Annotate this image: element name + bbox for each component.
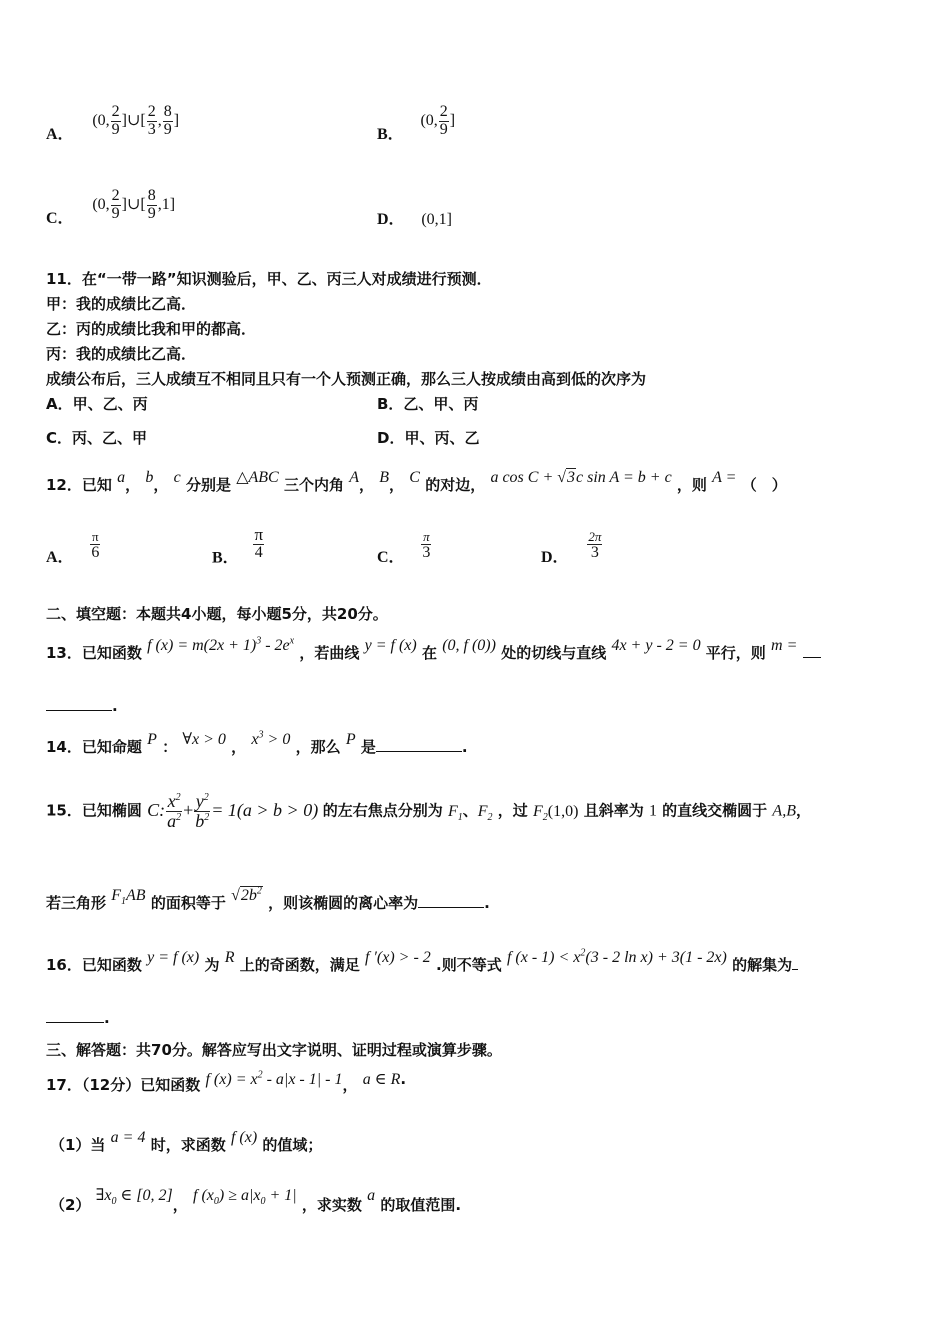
triangle-label: $F_1AB$ xyxy=(111,887,146,908)
q10-option-b[interactable] xyxy=(377,104,455,143)
answer-blank[interactable] xyxy=(376,739,462,752)
answer-blank[interactable] xyxy=(792,957,798,970)
fraction: $\frac{\pi}{4}$ xyxy=(254,525,264,561)
q11-option-a[interactable]: A．甲、乙、丙 xyxy=(46,395,148,413)
q12-option-b[interactable]: B． $\frac{\pi}{4}$ xyxy=(212,525,264,567)
q11-statement-yi: 乙：丙的成绩比我和甲的都高． xyxy=(46,320,257,338)
option-label: D． xyxy=(377,211,405,228)
section-2-heading: 二、填空题：本题共4小题，每小题5分，共20分。 xyxy=(46,605,388,623)
option-label: B． xyxy=(377,125,404,143)
inequality: f $(x_0) \ge a|x_0 + 1|$ xyxy=(193,1187,297,1208)
q12-option-c[interactable]: C． $\frac{\pi}{3}$ xyxy=(377,529,431,567)
fraction: $\frac{2}{9}$ xyxy=(111,187,120,222)
equation: a cos C + √3c sin A = b + c xyxy=(490,469,672,486)
q10-option-c[interactable] xyxy=(46,188,175,227)
fraction: $\frac{8}{9}$ xyxy=(163,103,172,138)
q11-question: 成绩公布后，三人成绩互不相同且只有一个人预测正确，那么三人按成绩由高到低的次序为 xyxy=(46,370,647,388)
math-expression: (0, $\frac{2}{9}$ ] xyxy=(420,103,456,138)
q15-stem: 15．已知椭圆 C: $\frac{x^2}{a^2}$ + $\frac{y^2}{b^2}$ = 1(a > b > 0) 的左右焦点分别为 $F_1$、$F_2$ ，过 $F_2(1,0)$ 且斜率为 1 的直线交椭圆于 A,B， xyxy=(46,791,811,831)
q11-statement-jia: 甲：我的成绩比乙高． xyxy=(46,295,197,313)
q13-answer-line[interactable]: . xyxy=(46,698,118,714)
math-expression: (0,1] xyxy=(421,211,452,228)
option-label: A． xyxy=(46,125,74,143)
fraction: $\frac{\pi}{6}$ xyxy=(91,529,100,561)
inequality: $x^3 > 0$ xyxy=(251,729,291,748)
answer-blank[interactable] xyxy=(803,645,821,658)
q16-stem: 16．已知函数 y = f (x) 为 R 上的奇函数，满足 f ′(x) > - 2 .则不等式 f $(x - 1) < x^2(3 - 2$ ln x) + 3(1 - 2x) 的解集为 xyxy=(46,950,798,973)
q11-option-b[interactable]: B．乙、甲、丙 xyxy=(377,395,479,413)
section-3-heading: 三、解答题：共70分。解答应写出文字说明、证明过程或演算步骤。 xyxy=(46,1041,502,1059)
function-definition: f $(x) = m(2x + 1)^3 - 2e^x$ xyxy=(147,635,295,654)
sqrt-expression: $√2b^2$ xyxy=(231,885,262,904)
q11-option-c[interactable]: C．丙、乙、甲 xyxy=(46,429,148,447)
q11-option-d[interactable]: D．甲、丙、乙 xyxy=(377,429,480,447)
q16-answer-line[interactable]: . xyxy=(46,1010,110,1026)
option-label: C． xyxy=(46,209,74,227)
answer-blank[interactable] xyxy=(46,698,112,711)
q10-option-a[interactable] xyxy=(46,104,179,143)
q10-option-d[interactable] xyxy=(377,212,452,228)
condition: $\exists x_0$ ∈ [0, 2] xyxy=(95,1187,173,1208)
q17-part-2: （2） $\exists x_0$ ∈ [0, 2]， f $(x_0) \ge a|x_0 + 1|$ ，求实数 a 的取值范围. xyxy=(50,1187,462,1214)
q11-statement-bing: 丙：我的成绩比乙高． xyxy=(46,345,197,363)
fraction: $\frac{2\pi}{3}$ xyxy=(588,529,602,561)
fraction: $\frac{2}{9}$ xyxy=(439,103,448,138)
q14-stem: 14．已知命题 P ： ∀x > 0 ， $x^3 > 0$ ，那么 P 是 . xyxy=(46,729,468,756)
ellipse-equation: C: $\frac{x^2}{a^2}$ + $\frac{y^2}{b^2}$ = 1(a > b > 0) xyxy=(147,791,319,831)
fraction: $\frac{2}{3}$ xyxy=(147,103,156,138)
q12-stem: 12．已知 a， b， c 分别是 △ABC 三个内角 A， B， C 的对边， a cos C + √3c sin A = b + c ，则 A = （ ） xyxy=(46,469,787,494)
function-definition: f $(x) = x^2 - a|x - 1| - 1$ xyxy=(205,1069,343,1088)
answer-blank[interactable] xyxy=(418,895,484,908)
fraction: $\frac{2}{9}$ xyxy=(111,103,120,138)
q13-stem: 13．已知函数 f $(x) = m(2x + 1)^3 - 2e^x$ ，若曲线 y = f (x) 在 (0, f (0)) 处的切线与直线 4x + y - 2 = 0 平行，则 m = xyxy=(46,638,821,661)
q11-stem: 11．在“一带一路”知识测验后，甲、乙、丙三人对成绩进行预测． xyxy=(46,270,492,288)
q17-part-1: （1）当 a = 4 时，求函数 f (x) 的值域； xyxy=(50,1129,323,1154)
math-expression: (0, $\frac{2}{9}$ ]∪[ $\frac{2}{3}$ , $\frac{8}{9}$ ] xyxy=(92,103,180,138)
q12-option-d[interactable]: D． $\frac{2\pi}{3}$ xyxy=(541,529,602,567)
q12-option-a[interactable]: A． $\frac{\pi}{6}$ xyxy=(46,529,100,567)
fraction: $\frac{\pi}{3}$ xyxy=(422,529,431,561)
inequality: f $(x - 1) < x^2(3 - 2$ ln x) + 3(1 - 2x) xyxy=(506,947,727,966)
q17-stem: 17．（12分）已知函数 f $(x) = x^2 - a|x - 1| - 1$， a ∈ R. xyxy=(46,1069,407,1094)
answer-blank[interactable] xyxy=(46,1010,104,1023)
math-expression: (0, $\frac{2}{9}$ ]∪[ $\frac{8}{9}$ ,1] xyxy=(92,187,176,222)
q15-stem-continued: 若三角形 $F_1AB$ 的面积等于 $√2b^2$ ，则该椭圆的离心率为 . xyxy=(46,885,490,912)
fraction: $\frac{8}{9}$ xyxy=(147,187,156,222)
